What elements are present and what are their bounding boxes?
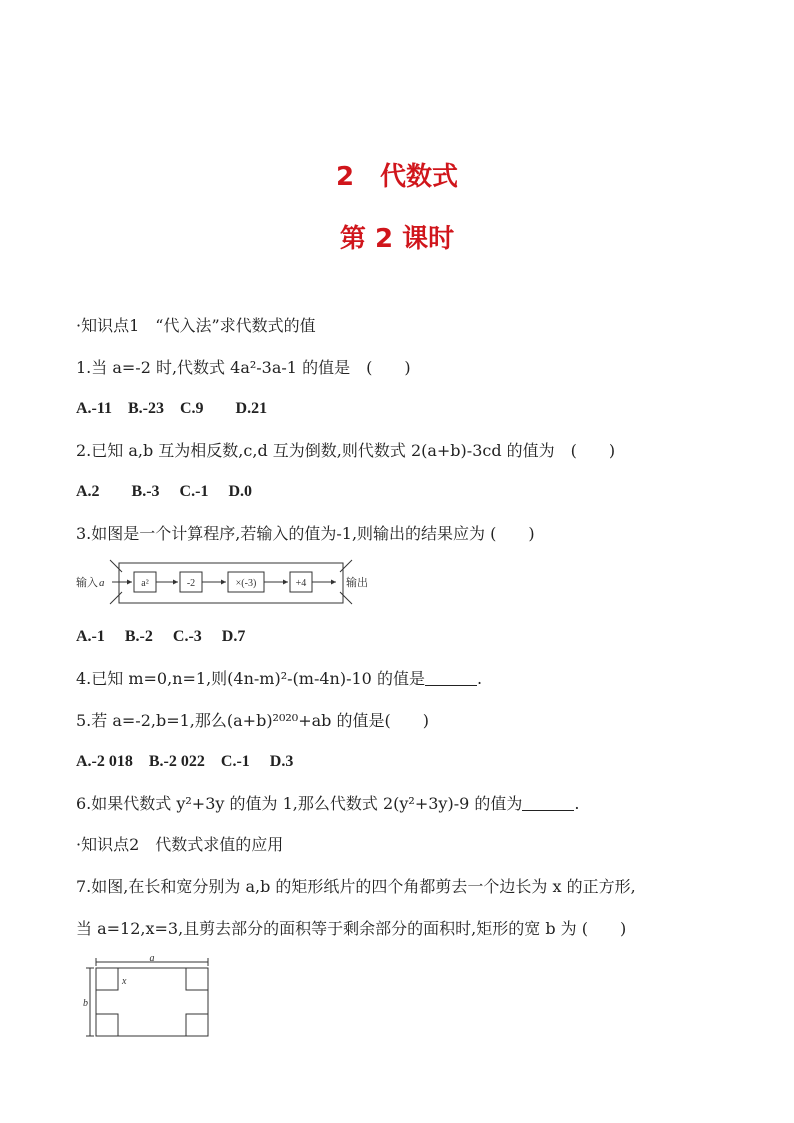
flowchart-figure: [74, 558, 374, 608]
page-title: 2 代数式: [335, 162, 459, 192]
answer-blank-4[interactable]: [425, 671, 477, 686]
question-3-options: A.-1 B.-2 C.-3 D.7: [76, 628, 246, 645]
question-7-line1: 7.如图,在长和宽分别为 a,b 的矩形纸片的四个角都剪去一个边长为 x 的正方形,: [76, 877, 636, 896]
question-2: 2.已知 a,b 互为相反数,c,d 互为倒数,则代数式 2(a+b)-3cd 的值为 ( ): [76, 441, 616, 460]
question-6: 6.如果代数式 y²+3y 的值为 1,那么代数式 2(y²+3y)-9 的值为 .: [76, 794, 580, 813]
flow-box-square: a²: [141, 578, 149, 589]
question-3: 3.如图是一个计算程序,若输入的值为-1,则输出的结果应为 ( ): [76, 524, 535, 543]
flow-input-var: a: [99, 577, 105, 589]
fig-label-x: x: [122, 976, 127, 987]
question-4: 4.已知 m=0,n=1,则(4n-m)²-(m-4n)-10 的值是 .: [76, 669, 483, 688]
question-1-options: A.-11 B.-23 C.9 D.21: [76, 400, 268, 417]
fig-label-b: b: [83, 998, 88, 1009]
page-subtitle: 第 2 课时: [339, 224, 455, 254]
flow-box-minus2: -2: [186, 578, 196, 589]
knowledge-point-2: ·知识点2 代数式求值的应用: [76, 835, 284, 854]
rectangle-figure: [80, 954, 220, 1040]
question-5-options: A.-2 018 B.-2 022 C.-1 D.3: [76, 753, 294, 770]
fig-label-a: a: [149, 954, 155, 964]
answer-blank-6[interactable]: [522, 796, 574, 811]
question-7-line2: 当 a=12,x=3,且剪去部分的面积等于剩余部分的面积时,矩形的宽 b 为 ( ): [76, 919, 627, 938]
question-1: 1.当 a=-2 时,代数式 4a²-3a-1 的值是 ( ): [76, 358, 411, 377]
flow-box-times: ×(-3): [235, 578, 257, 589]
knowledge-point-1: ·知识点1 “代入法”求代数式的值: [76, 316, 316, 335]
flow-output-label: 输出: [346, 577, 368, 589]
flow-box-plus4: +4: [295, 578, 307, 589]
question-2-options: A.2 B.-3 C.-1 D.0: [76, 483, 252, 500]
question-5: 5.若 a=-2,b=1,那么(a+b)²⁰²⁰+ab 的值是( ): [76, 711, 429, 730]
flow-input-label: 输入: [76, 577, 98, 589]
